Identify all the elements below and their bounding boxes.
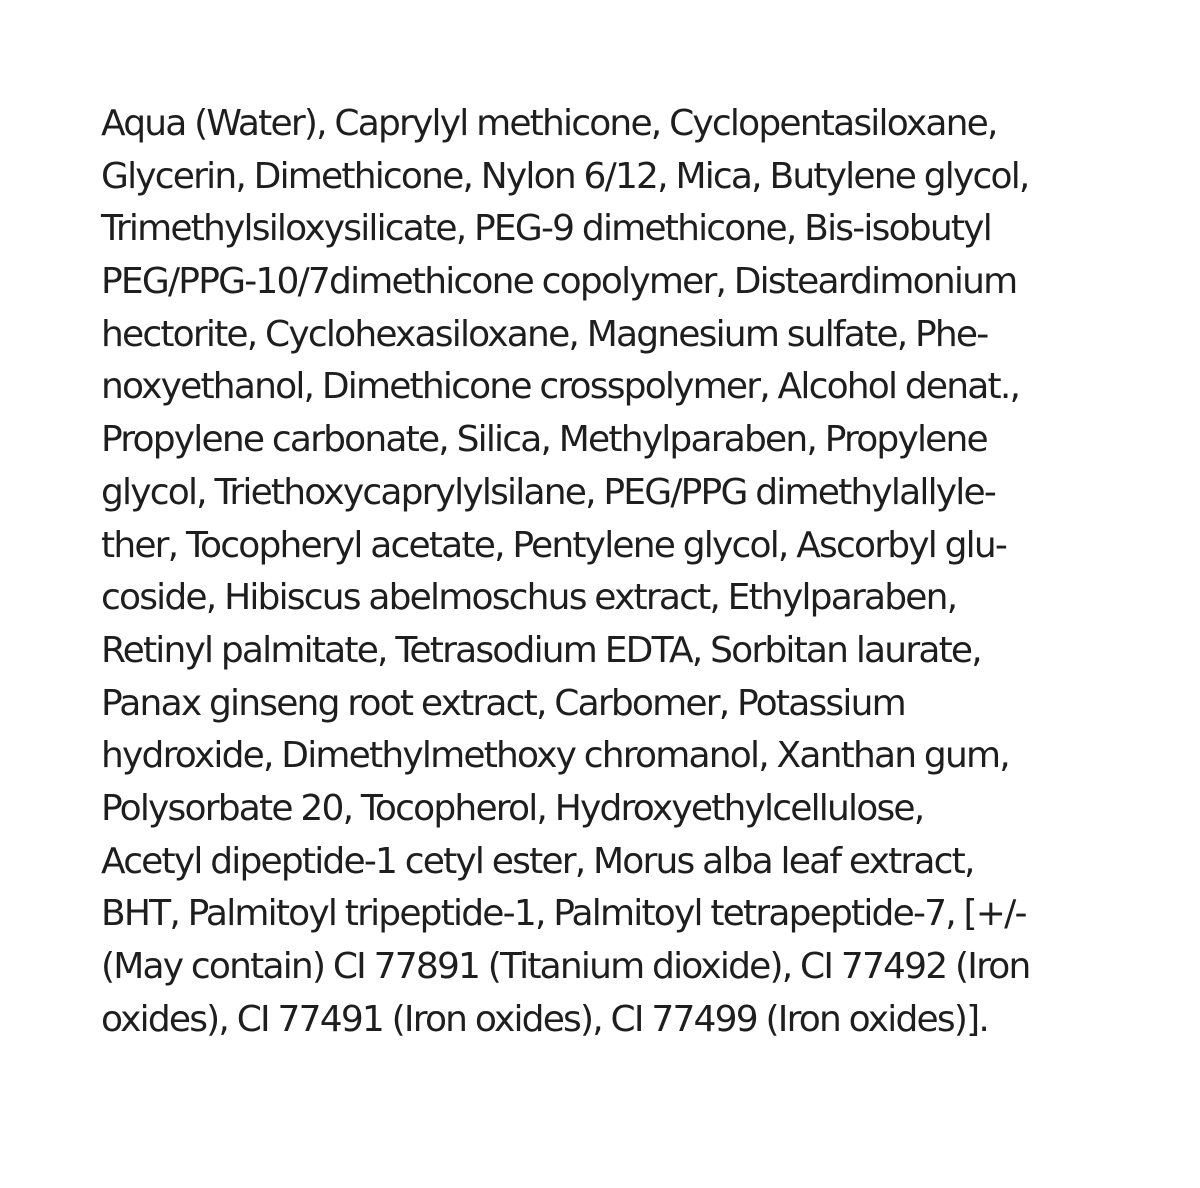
ingredients-line: hydroxide, Dimethylmethoxy chromanol, Xanthan gum,	[101, 735, 1009, 777]
ingredients-line: hectorite, Cyclohexasiloxane, Magnesium sulfate, Phe-	[101, 313, 988, 355]
ingredients-line: coside, Hibiscus abelmoschus extract, Ethylparaben,	[101, 577, 957, 619]
ingredients-line: Glycerin, Dimethicone, Nylon 6/12, Mica, Butylene glycol,	[101, 155, 1029, 197]
ingredients-line: BHT, Palmitoyl tripeptide-1, Palmitoyl tetrapeptide-7, [+/-	[101, 893, 1026, 935]
ingredients-line: Retinyl palmitate, Tetrasodium EDTA, Sorbitan laurate,	[101, 629, 981, 671]
ingredients-line: Aqua (Water), Caprylyl methicone, Cyclopentasiloxane,	[101, 103, 997, 144]
ingredients-line: Trimethylsiloxysilicate, PEG-9 dimethicone, Bis-isobutyl	[101, 208, 991, 250]
ingredients-line: glycol, Triethoxycaprylylsilane, PEG/PPG dimethylallyle-	[101, 471, 996, 513]
ingredients-line: Propylene carbonate, Silica, Methylparaben, Propylene	[101, 419, 987, 461]
ingredients-line: Polysorbate 20, Tocopherol, Hydroxyethylcellulose,	[101, 787, 924, 829]
ingredients-line: oxides), CI 77491 (Iron oxides), CI 77499 (Iron oxides)].	[101, 998, 988, 1040]
ingredients-line: (May contain) CI 77891 (Titanium dioxide), CI 77492 (Iron	[101, 946, 1030, 987]
ingredients-line: PEG/PPG-10/7dimethicone copolymer, Disteardimonium	[101, 261, 1017, 303]
ingredients-list	[101, 98, 1161, 1046]
ingredients-line: ther, Tocopheryl acetate, Pentylene glycol, Ascorbyl glu-	[101, 524, 1007, 566]
ingredients-line: Acetyl dipeptide-1 cetyl ester, Morus alba leaf extract,	[101, 840, 974, 882]
ingredients-line: Panax ginseng root extract, Carbomer, Potassium	[101, 682, 905, 724]
ingredients-line: noxyethanol, Dimethicone crosspolymer, Alcohol denat.,	[101, 366, 1020, 408]
